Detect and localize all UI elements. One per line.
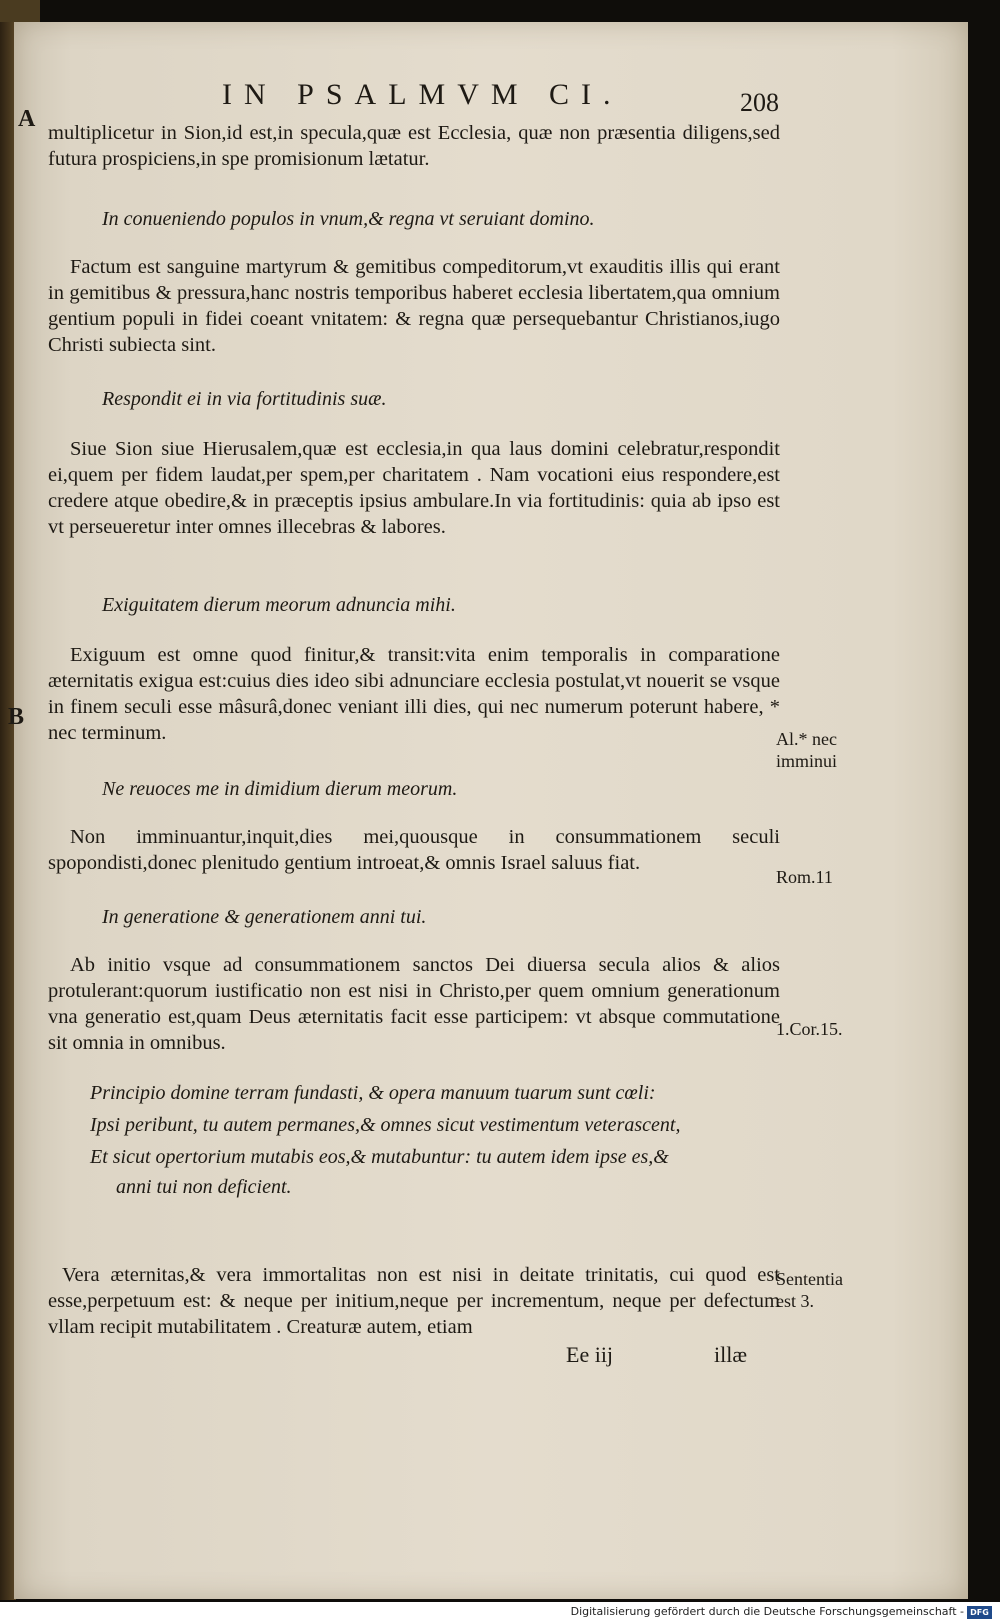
psalm-verse: In conueniendo populos in vnum,& regna vt seruiant domino. xyxy=(102,208,595,230)
margin-note-reference: Rom.11 xyxy=(776,867,833,887)
section-marker-a: A xyxy=(18,106,36,132)
prose-paragraph xyxy=(48,824,780,876)
prose-paragraph xyxy=(48,1262,780,1340)
prose-text: multiplicetur in Sion,id est,in specula,quæ est Ecclesia, quæ non præsentia diligens,sed futura prospiciens,in spe promisionum lætatur. xyxy=(48,122,780,170)
margin-note-reference: 1.Cor.15. xyxy=(776,1019,843,1039)
catchword: illæ xyxy=(714,1342,748,1367)
verse-line: Ipsi peribunt, tu autem permanes,& omnes sicut vestimentum veterascent, xyxy=(90,1114,681,1136)
dfg-logo-icon: DFG xyxy=(967,1606,992,1619)
digitization-footer xyxy=(0,1602,1000,1624)
folio-number: 208 xyxy=(740,88,779,117)
psalm-verse: Ne reuoces me in dimidium dierum meorum. xyxy=(102,778,458,800)
section-marker-b: B xyxy=(8,704,25,730)
psalm-verse: Respondit ei in via fortitudinis suæ. xyxy=(102,388,387,410)
prose-text: Factum est sanguine martyrum & gemitibus compeditorum,vt exauditis illis qui erant in gemitibus & pressura,hanc nostris temporibus haberet ecclesia libertatem,qua omnium gentium populi in fidei coeant vnitatem: & regna quæ persequebantur Christianos,iugo Christi subiecta sint. xyxy=(48,256,780,356)
running-title: IN PSALMVM CI. xyxy=(222,78,623,111)
prose-text: Vera æternitas,& vera immortalitas non est nisi in deitate trinitatis, cui quod est esse,perpetuum est: & neque per initium,neque per incrementum, neque per defectum vllam recipit mutabilitatem . Creaturæ autem, etiam xyxy=(48,1264,780,1338)
prose-text: Siue Sion siue Hierusalem,quæ est ecclesia,in qua laus domini celebratur,respondit ei,quem per fidem laudat,per spem,per charitatem . Nam vocationi eius respondere,est credere atque obedire,& in præceptis ipsius ambulare.In via fortitudinis: quia ab ipso est vt perseueretur inter omnes illecebras & labores. xyxy=(48,438,780,538)
prose-paragraph xyxy=(48,120,780,172)
prose-paragraph xyxy=(48,254,780,358)
binding-edge xyxy=(0,0,40,22)
margin-note-variant: Al.* nec imminui xyxy=(776,729,838,771)
verse-line: Et sicut opertorium mutabis eos,& mutabuntur: tu autem idem ipse es,& anni tui non deficient. xyxy=(90,1146,669,1198)
psalm-verse: In generatione & generationem anni tui. xyxy=(102,906,427,928)
prose-paragraph xyxy=(48,436,780,540)
psalm-verse: Exiguitatem dierum meorum adnuncia mihi. xyxy=(102,594,456,616)
prose-paragraph xyxy=(48,642,780,746)
signature-mark: Ee iij xyxy=(566,1342,614,1367)
verse-line: Principio domine terram fundasti, & opera manuum tuarum sunt cœli: xyxy=(90,1082,656,1104)
prose-text: Exiguum est omne quod finitur,& transit:vita enim temporalis in comparatione æternitatis exigua est:cuius dies ideo sibi adnunciare ecclesia postulat,vt nouerit se vsque in finem seculi esse mâsurâ,donec veniant illi dies, qui nec numerum poterunt habere, * nec terminum. xyxy=(48,644,780,744)
margin-note-sententia: Sententia est 3. xyxy=(776,1269,843,1311)
psalm-verse-block xyxy=(90,1078,700,1204)
footer-credit: Digitalisierung gefördert durch die Deutsche Forschungsgemeinschaft - xyxy=(570,1605,964,1618)
prose-paragraph xyxy=(48,952,780,1056)
prose-text: Ab initio vsque ad consummationem sanctos Dei diuersa secula alios & alios protulerant:quorum iustificatio non est nisi in Christo,per quem omnium generationum vna generatio est,quam Deus æternitatis facit esse participem: vt absque commutatione sit omnia in omnibus. xyxy=(48,954,780,1054)
prose-text: Non imminuantur,inquit,dies mei,quousque in consummationem seculi spopondisti,donec plenitudo gentium introeat,& omnis Israel saluus fiat. xyxy=(48,826,780,874)
